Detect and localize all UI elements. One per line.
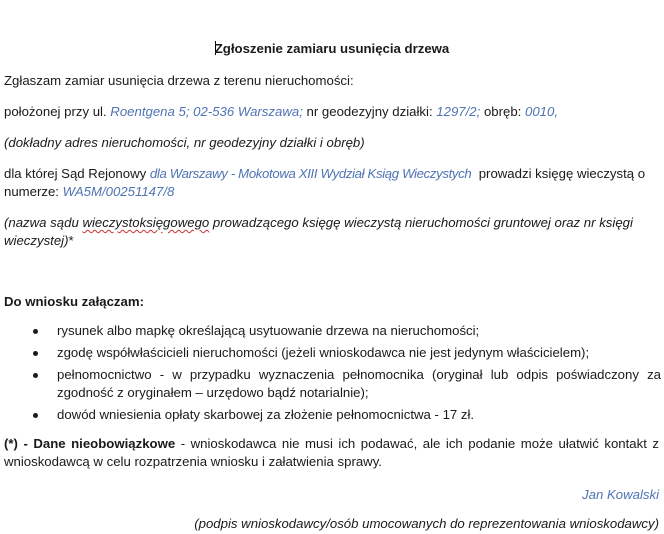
title-text: Zgłoszenie zamiaru usunięcia drzewa [214,41,450,56]
bullet-icon [33,413,38,418]
spellcheck-word[interactable]: wieczystoksięgowego [82,215,210,230]
court-number-line [4,183,174,201]
court-hint-part2: prowadzącego księgę wieczystą nieruchomości gruntowej oraz nr księgi [209,215,633,230]
attachments-heading: Do wniosku załączam: [4,294,144,309]
court-prefix: dla której Sąd Rejonowy [4,166,150,181]
signature-hint: (podpis wnioskodawcy/osób umocowanych do reprezentowania wnioskodawcy) [194,516,659,531]
court-hint-line-1 [4,214,633,232]
court-hint-line-2 [4,232,74,250]
list-item-text: zgodę współwłaścicieli nieruchomości (jeżeli wnioskodawca nie jest jedynym właścicielem); [57,345,590,360]
list-item-text: rysunek albo mapkę określającą usytuowanie drzewa na nieruchomości; [57,323,480,338]
intro-line: Zgłaszam zamiar usunięcia drzewa z terenu nieruchomości: [4,73,354,88]
address-value[interactable]: Roentgena 5; 02-536 Warszawa; [110,104,303,119]
location-prefix: położonej przy ul. [4,104,111,119]
bullet-icon [33,351,38,356]
parcel-label: nr geodezyjny działki: [302,104,437,119]
list-item-text: dowód wniesienia opłaty skarbowej za złożenie pełnomocnictwa - 17 zł. [57,407,475,422]
precinct-value[interactable]: 0010, [525,104,559,119]
footnote-label: (*) - Dane nieobowiązkowe [4,436,176,451]
bullet-icon [33,373,38,378]
court-hint-part3: wieczystej) [4,233,69,248]
footnote-marker: * [68,233,74,248]
court-number-value[interactable]: WA5M/00251147/8 [62,184,175,199]
court-name-value[interactable]: dla Warszawy - Mokotowa XIII Wydział Ksiąg Wieczystych [149,166,472,181]
footnote-paragraph [4,435,659,471]
signature-value[interactable]: Jan Kowalski [582,487,659,502]
location-hint: (dokładny adres nieruchomości, nr geodezyjny działki i obręb) [4,135,365,150]
precinct-label: obręb: [480,104,526,119]
parcel-value[interactable]: 1297/2; [436,104,481,119]
location-line [4,103,558,121]
court-number-label: numerze: [4,184,63,199]
list-item-text: pełnomocnictwo - w przypadku wyznaczenia pełnomocnika (oryginał lub odpis poświadczony za zgodność z oryginałem – urzędowo bądź notarialnie); [57,367,661,400]
court-suffix: prowadzi księgę wieczystą o [471,166,646,181]
court-hint-part1: (nazwa sądu [4,215,83,230]
court-line [4,165,645,183]
bullet-icon [33,329,38,334]
footnote-text: - wnioskodawca nie musi ich podawać, ale ich podanie może ułatwić kontakt z wnioskodawcą w celu rozpatrzenia wniosku i załatwienia sprawy. [4,436,659,469]
document-title [0,40,664,58]
